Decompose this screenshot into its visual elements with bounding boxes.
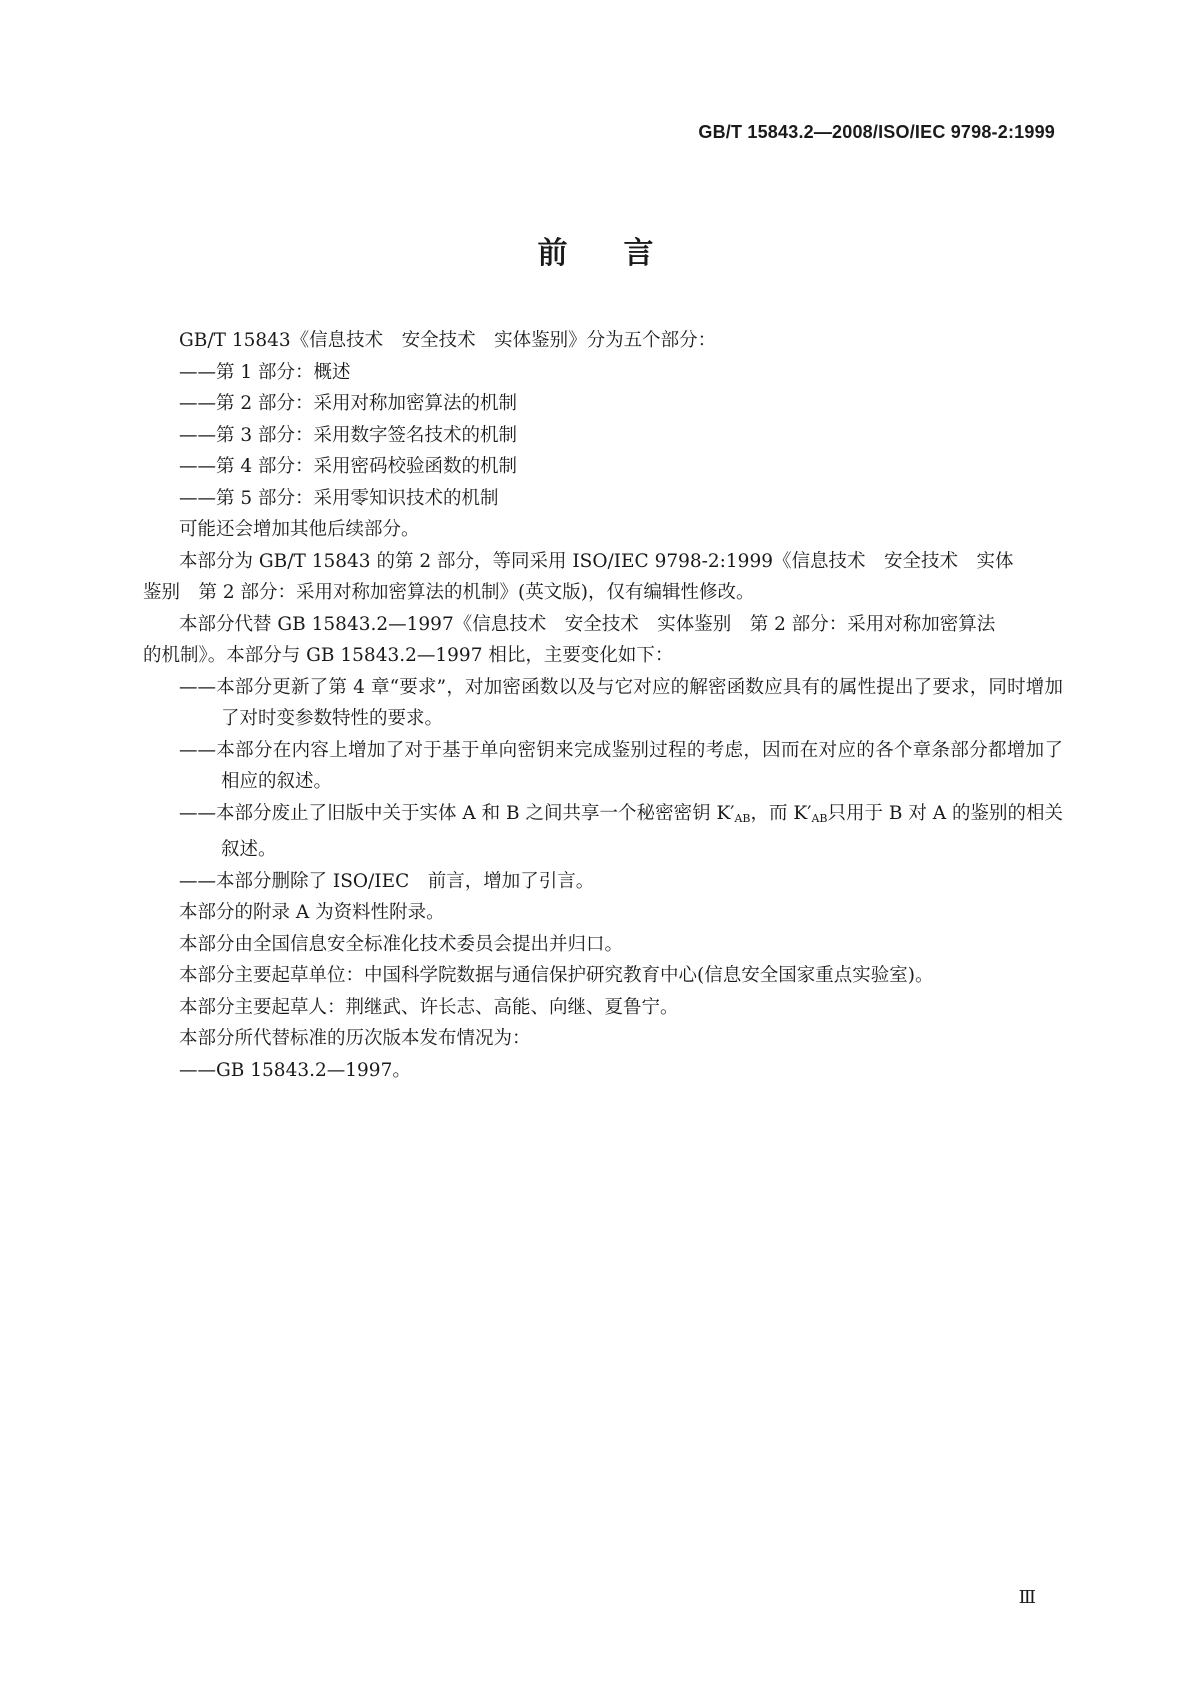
change-item-3: [179, 798, 1063, 866]
annex-paragraph: 本部分的附录 A 为资料性附录。: [179, 902, 445, 923]
drafters-paragraph: 本部分主要起草人：荆继武、许长志、高能、向继、夏鲁宁。: [179, 996, 679, 1018]
part-item-1: ——第 1 部分：概述: [179, 361, 351, 383]
change-3-text-b: ，而 K′: [750, 802, 812, 824]
equivalence-line-2: 鉴别 第 2 部分：采用对称加密算法的机制》(英文版)，仅有编辑性修改。: [143, 582, 755, 603]
intro-paragraph: GB/T 15843《信息技术 安全技术 实体鉴别》分为五个部分：: [179, 330, 717, 351]
change-item-2: ——本部分在内容上增加了对于基于单向密钥来完成鉴别过程的考虑，因而在对应的各个章条部分都增加了相应的叙述。: [179, 739, 1063, 792]
page-title: [0, 228, 1191, 272]
part-item-3: ——第 3 部分：采用数字签名技术的机制: [179, 424, 518, 446]
part-item-5: ——第 5 部分：采用零知识技术的机制: [179, 487, 499, 509]
title-char-1: 前: [537, 236, 568, 271]
replacement-line-1: 本部分代替 GB 15843.2—1997《信息技术 安全技术 实体鉴别 第 2 部分：采用对称加密算法: [179, 613, 996, 635]
replacement-line-2: 的机制》。本部分与 GB 15843.2—1997 相比，主要变化如下：: [143, 645, 674, 666]
part-item-4: ——第 4 部分：采用密码校验函数的机制: [179, 456, 518, 477]
foreword-body: [143, 325, 1063, 1086]
change-3-text-a: ——本部分废止了旧版中关于实体 A 和 B 之间共享一个秘密密钥 K′: [179, 802, 735, 824]
subscript-ab-1: AB: [734, 811, 751, 825]
page-number: Ⅲ: [1018, 1587, 1036, 1608]
part-item-2: ——第 2 部分：采用对称加密算法的机制: [179, 393, 518, 414]
proposer-paragraph: 本部分由全国信息安全标准化技术委员会提出并归口。: [179, 933, 624, 955]
title-char-2: 言: [623, 236, 654, 271]
history-item: ——GB 15843.2—1997。: [179, 1059, 411, 1081]
may-add-paragraph: 可能还会增加其他后续部分。: [179, 519, 420, 540]
change-item-1: ——本部分更新了第 4 章“要求”，对加密函数以及与它对应的解密函数应具有的属性提出了要求，同时增加了对时变参数特性的要求。: [179, 676, 1063, 729]
history-intro-paragraph: 本部分所代替标准的历次版本发布情况为：: [179, 1028, 531, 1049]
drafting-unit-paragraph: 本部分主要起草单位：中国科学院数据与通信保护研究教育中心(信息安全国家重点实验室)。: [179, 965, 934, 986]
change-3-text-c: 只用于 B 对 A 的鉴别的相关叙述。: [221, 802, 1063, 860]
change-item-4: ——本部分删除了 ISO/IEC 前言，增加了引言。: [179, 870, 595, 892]
standard-code: GB/T 15843.2—2008/ISO/IEC 9798-2:1999: [698, 122, 1055, 142]
equivalence-line-1: 本部分为 GB/T 15843 的第 2 部分，等同采用 ISO/IEC 9798-2:1999《信息技术 安全技术 实体: [179, 550, 1014, 572]
subscript-ab-2: AB: [811, 811, 828, 825]
